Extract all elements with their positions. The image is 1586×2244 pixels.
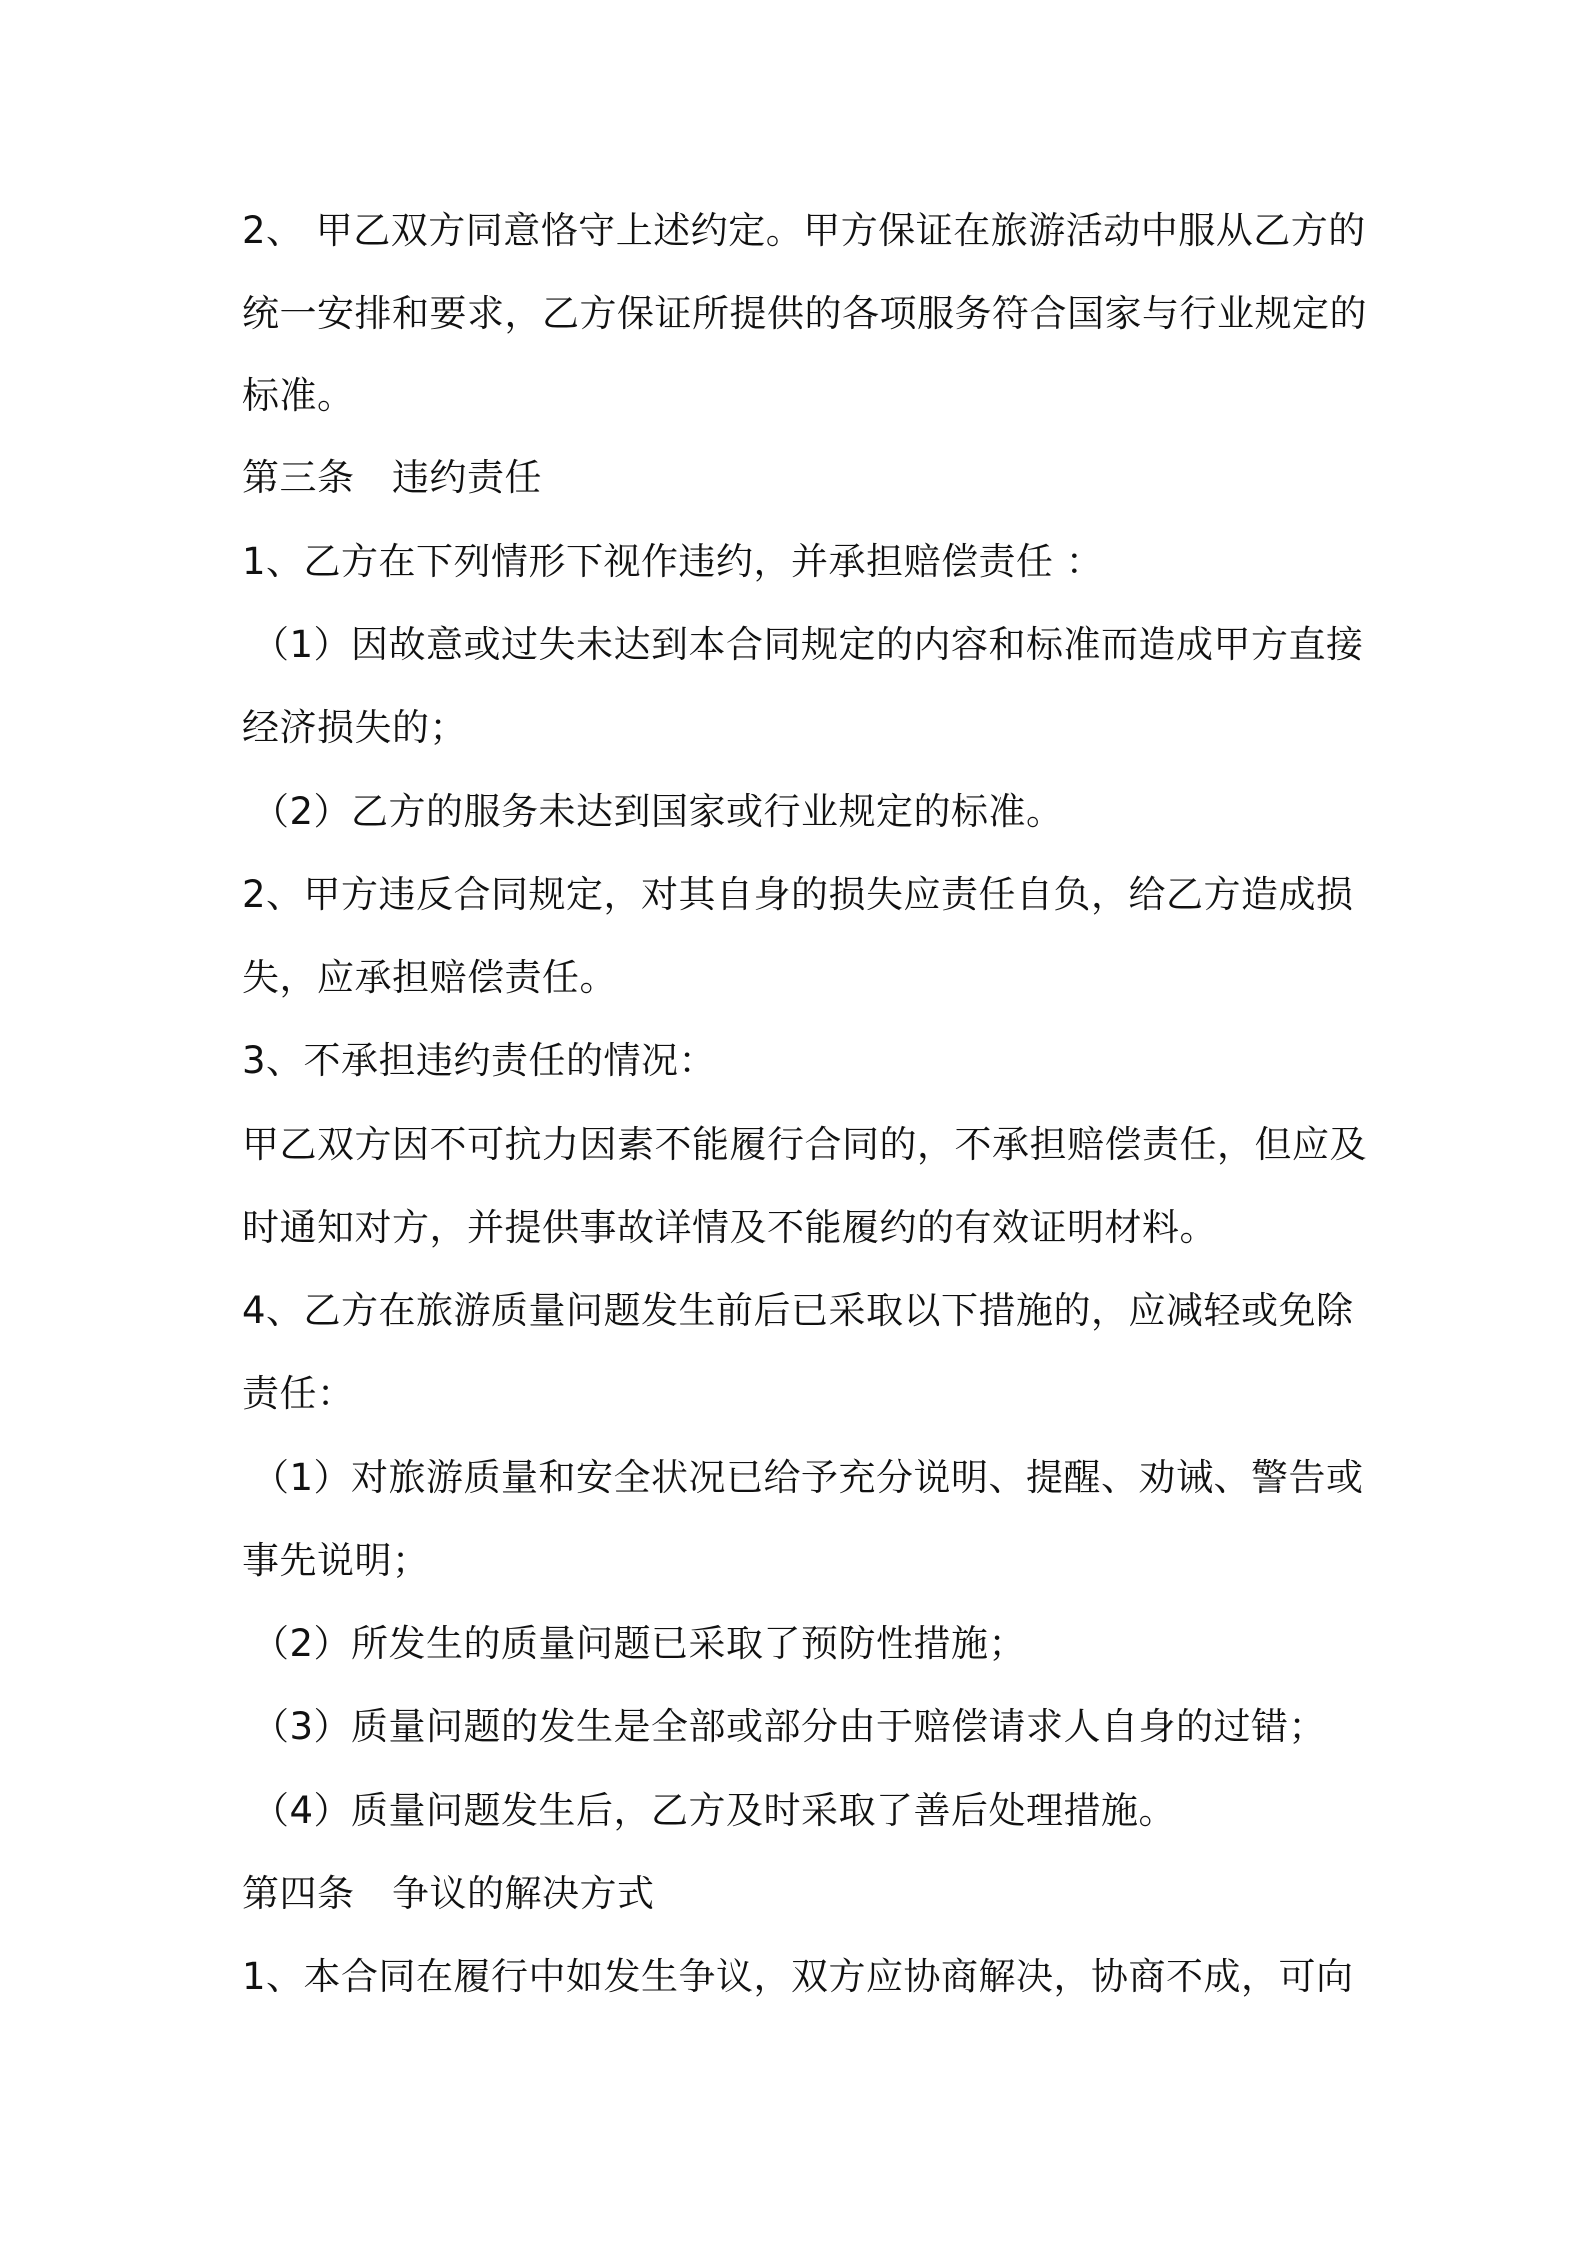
- list-item: （1）因故意或过失未达到本合同规定的内容和标准而造成甲方直接: [252, 623, 1364, 666]
- text-line: 1、本合同在履行中如发生争议，双方应协商解决，协商不成，可向: [242, 1955, 1354, 1998]
- list-item: （2）乙方的服务未达到国家或行业规定的标准。: [252, 790, 1064, 833]
- text-line: 4、乙方在旅游质量问题发生前后已采取以下措施的，应减轻或免除: [242, 1289, 1354, 1332]
- text-line: 2、甲方违反合同规定，对其自身的损失应责任自负，给乙方造成损: [242, 873, 1354, 916]
- list-item: （2）所发生的质量问题已采取了预防性措施；: [252, 1622, 1027, 1665]
- text-line: 事先说明；: [242, 1539, 430, 1582]
- text-line: 时通知对方，并提供事故详情及不能履约的有效证明材料。: [242, 1206, 1217, 1249]
- text-line: 责任：: [242, 1372, 355, 1415]
- section-heading: 第三条 违约责任: [242, 456, 542, 499]
- text-line: 失，应承担赔偿责任。: [242, 956, 617, 999]
- text-line: 经济损失的；: [242, 706, 467, 749]
- text-line: 2、 甲乙双方同意恪守上述约定。甲方保证在旅游活动中服从乙方的: [242, 209, 1366, 252]
- text-line: 3、不承担违约责任的情况：: [242, 1039, 717, 1082]
- section-heading: 第四条 争议的解决方式: [242, 1872, 655, 1915]
- text-line: 标准。: [242, 374, 355, 417]
- list-item: （3）质量问题的发生是全部或部分由于赔偿请求人自身的过错；: [252, 1705, 1327, 1748]
- text-line: 统一安排和要求，乙方保证所提供的各项服务符合国家与行业规定的: [242, 292, 1367, 335]
- text-line: 甲乙双方因不可抗力因素不能履行合同的，不承担赔偿责任，但应及: [242, 1123, 1367, 1166]
- list-item: （1）对旅游质量和安全状况已给予充分说明、提醒、劝诫、警告或: [252, 1456, 1364, 1499]
- text-line: 1、乙方在下列情形下视作违约，并承担赔偿责任 ：: [242, 540, 1104, 583]
- list-item: （4）质量问题发生后，乙方及时采取了善后处理措施。: [252, 1789, 1177, 1832]
